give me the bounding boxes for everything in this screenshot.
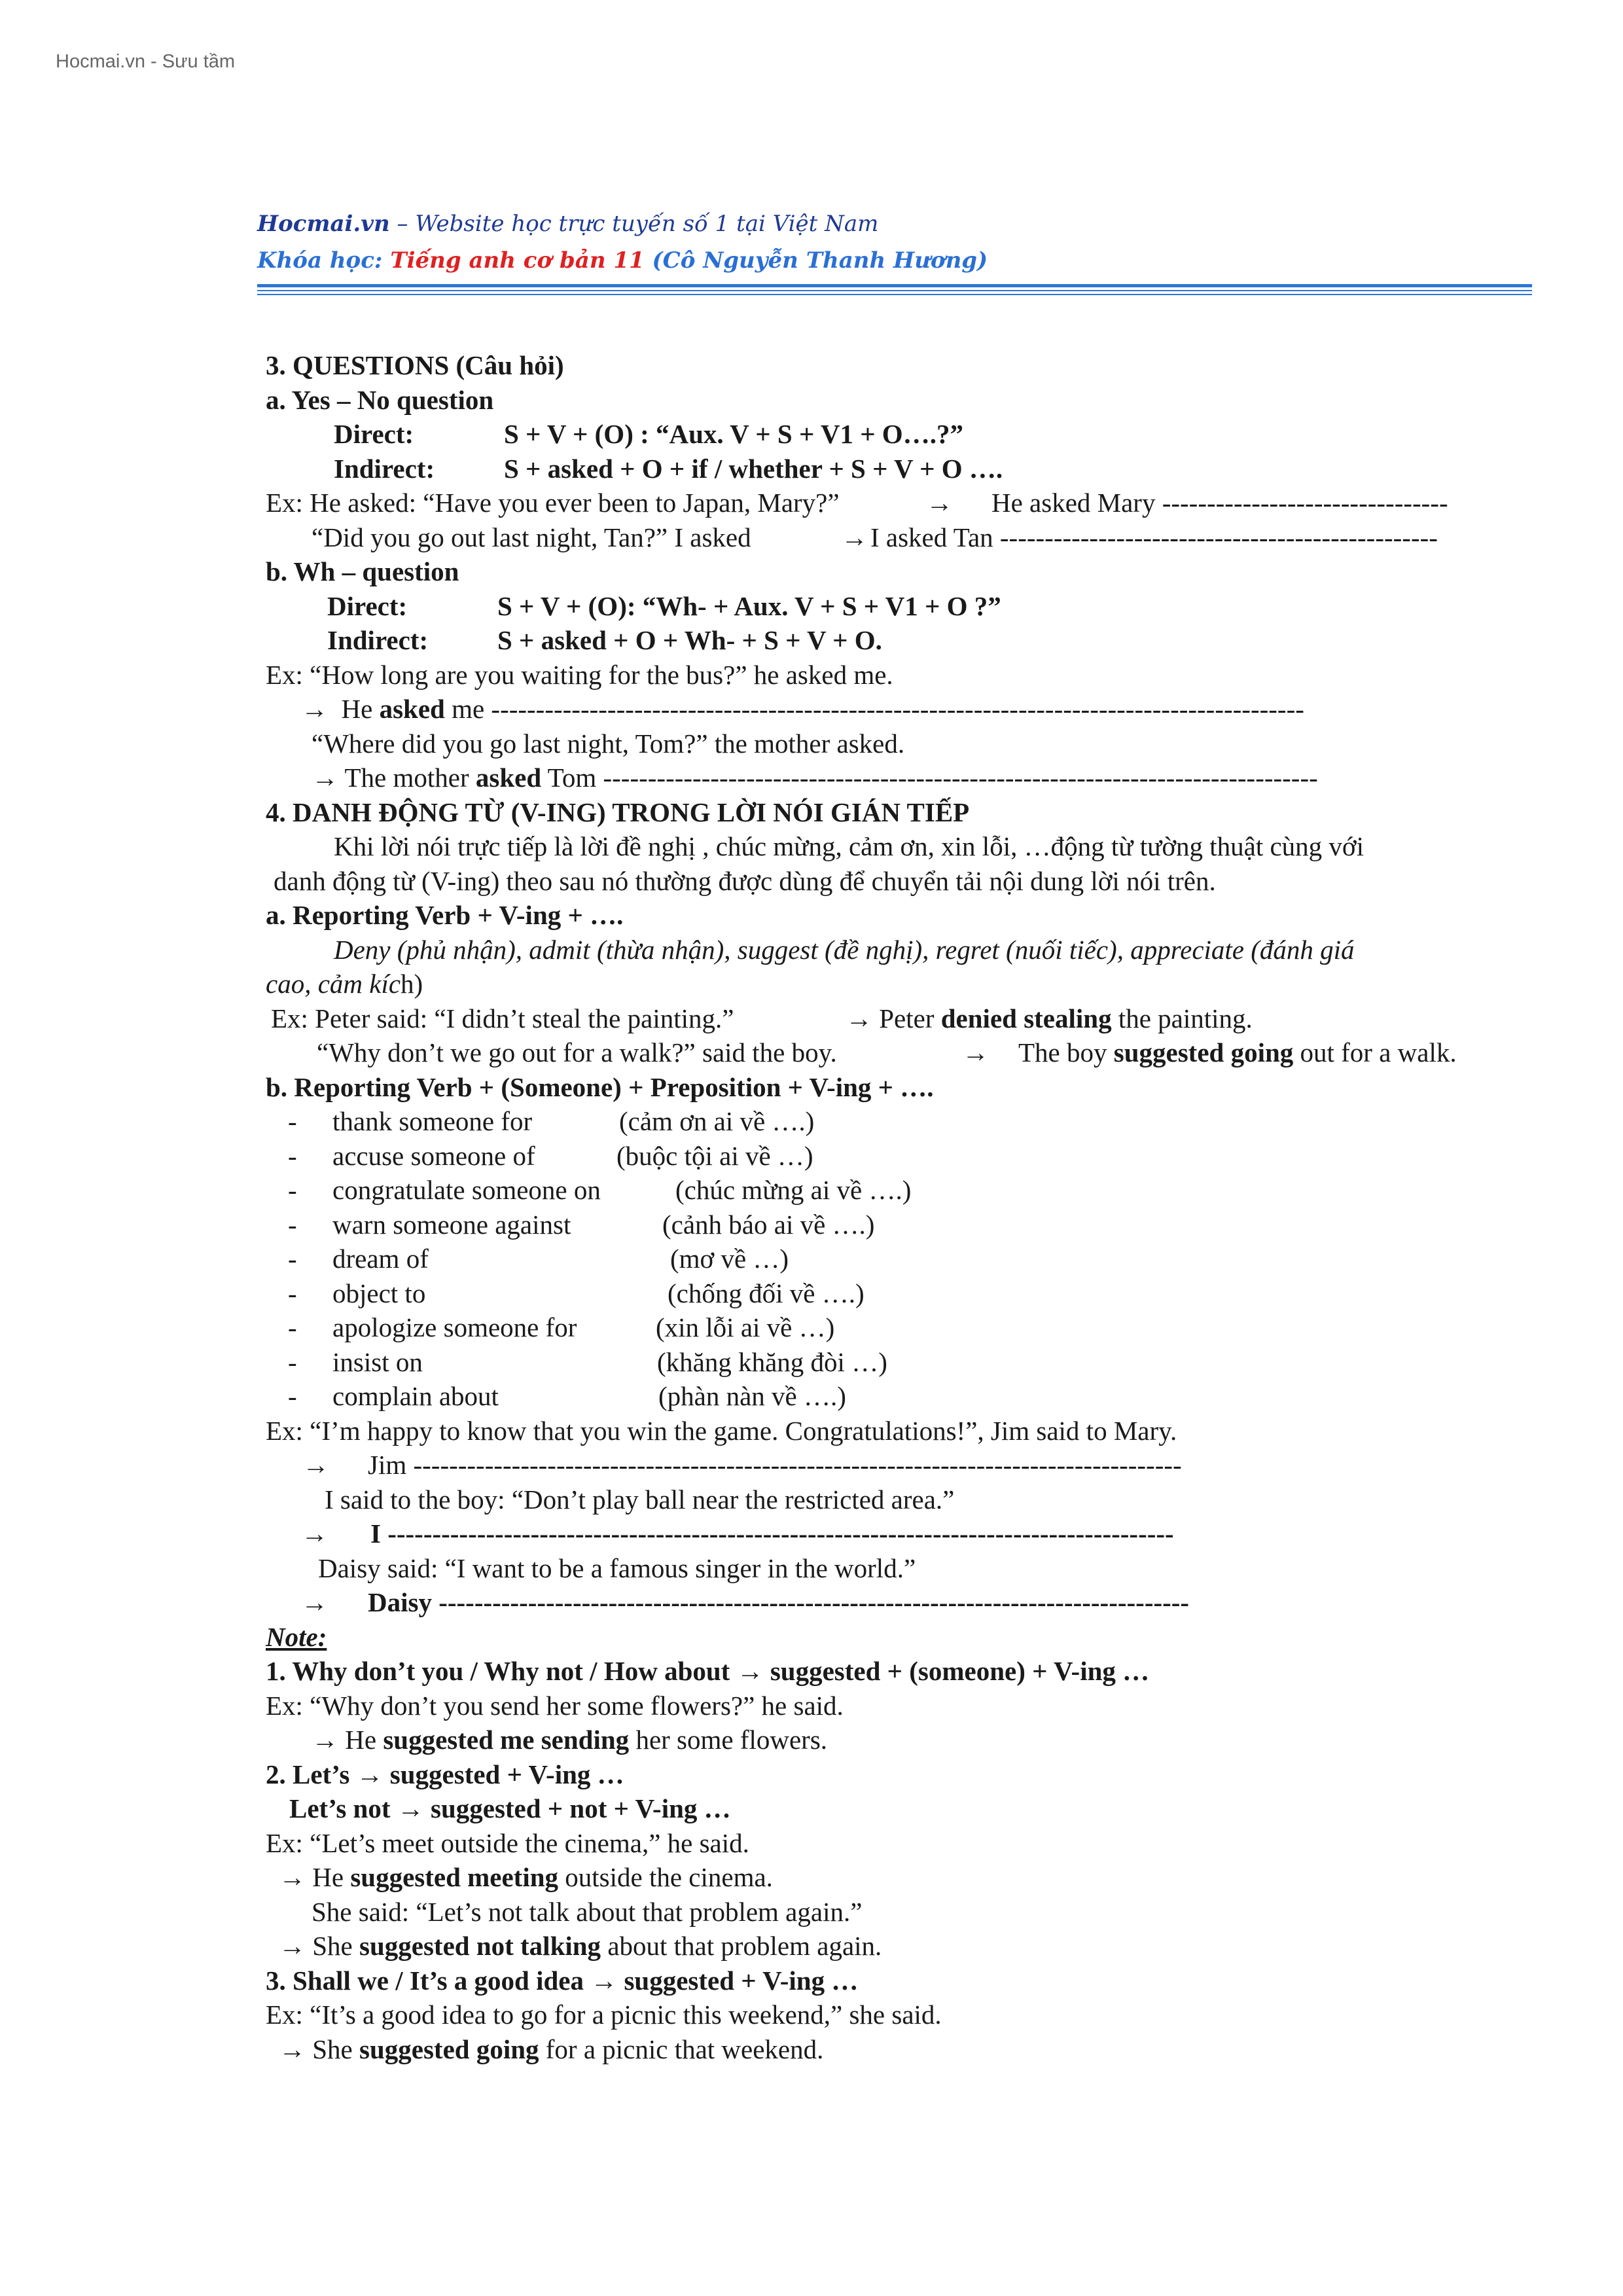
list-bullet: - xyxy=(288,1175,297,1205)
indirect-formula: S + asked + O + Wh- + S + V + O. xyxy=(497,625,882,655)
answer-prefix: She xyxy=(312,1931,359,1961)
answer-prefix: He xyxy=(345,1725,383,1755)
subsection-b-title: b. Wh – question xyxy=(266,556,459,586)
example-question: Ex: “I’m happy to know that you win the game. Congratulations!”, Jim said to Mary. xyxy=(266,1416,1177,1446)
answer-verb: suggested not talking xyxy=(359,1931,601,1961)
header-rule-thin-2 xyxy=(257,294,1532,295)
answer-prefix: He xyxy=(341,694,380,724)
answer-prefix: Peter xyxy=(879,1003,941,1033)
example-question: “Did you go out last night, Tan?” I asked xyxy=(312,522,751,552)
arrow-icon: → xyxy=(926,488,953,518)
answer-rest: for a picnic that weekend. xyxy=(539,2034,824,2064)
verb-list xyxy=(266,967,423,1000)
example-question: Ex: Peter said: “I didn’t steal the painting.” xyxy=(271,1003,734,1033)
verb-list: Deny (phủ nhận), admit (thừa nhận), suggest (đề nghị), regret (nuối tiếc), appreciate (đánh giá xyxy=(334,935,1355,965)
brand-name: Hocmai.vn xyxy=(257,211,390,237)
teacher: (Cô Nguyễn Thanh Hương) xyxy=(644,247,988,274)
verb-list-italic: cao, cảm kíc xyxy=(266,969,401,999)
indirect-label: Indirect: xyxy=(334,454,435,484)
example-question: Daisy said: “I want to be a famous singer in the world.” xyxy=(318,1553,916,1583)
answer-verb: suggested me sending xyxy=(383,1725,630,1755)
note-2-title: 2. Let’s → suggested + V-ing … xyxy=(266,1759,624,1789)
list-bullet: - xyxy=(288,1278,297,1308)
list-bullet: - xyxy=(288,1141,297,1171)
list-item-en: thank someone for xyxy=(332,1106,533,1136)
header-rule xyxy=(257,284,1532,287)
list-item-en: congratulate someone on xyxy=(332,1175,601,1205)
answer-rest: the painting. xyxy=(1111,1003,1253,1033)
watermark: Hocmai.vn - Sưu tầm xyxy=(56,51,236,72)
example-answer xyxy=(279,1861,773,1893)
answer-blank: me ------------------------------------------------------------------------------------------- xyxy=(444,694,1304,724)
list-item-vi: (chống đối về ….) xyxy=(668,1278,865,1308)
list-item-vi: (khăng khăng đòi …) xyxy=(657,1347,887,1377)
example-answer xyxy=(279,1929,882,1962)
answer-rest: about that problem again. xyxy=(601,1931,882,1961)
answer-rest: her some flowers. xyxy=(629,1725,828,1755)
arrow-icon: → xyxy=(302,1450,329,1480)
list-bullet: - xyxy=(288,1210,297,1240)
example-question: “Why don’t we go out for a walk?” said the boy. xyxy=(317,1037,837,1067)
list-bullet: - xyxy=(288,1244,297,1274)
example-answer xyxy=(846,1002,1253,1035)
example-answer xyxy=(1018,1036,1457,1069)
example-question: I said to the boy: “Don’t play ball near the restricted area.” xyxy=(325,1484,955,1515)
list-item-vi: (cảnh báo ai về ….) xyxy=(662,1210,875,1240)
list-item-vi: (mơ về …) xyxy=(670,1244,789,1274)
example-question: “Where did you go last night, Tom?” the mother asked. xyxy=(312,728,905,759)
list-item-vi: (cảm ơn ai về ….) xyxy=(619,1106,815,1136)
course-name: Tiếng anh cơ bản 11 xyxy=(390,247,645,274)
example-question: Ex: He asked: “Have you ever been to Japan, Mary?” xyxy=(266,488,840,518)
list-bullet: - xyxy=(288,1381,297,1411)
arrow-icon: → xyxy=(312,1725,338,1755)
note-1-title: 1. Why don’t you / Why not / How about → suggested + (someone) + V-ing … xyxy=(266,1656,1150,1686)
arrow-icon: → xyxy=(301,1518,328,1549)
list-bullet: - xyxy=(288,1347,297,1377)
course-prefix: Khóa học: xyxy=(257,247,391,274)
section4-intro: danh động từ (V-ing) theo sau nó thường được dùng để chuyển tải nội dung lời nói trên. xyxy=(274,866,1216,896)
example-question: Ex: “It’s a good idea to go for a picnic this weekend,” she said. xyxy=(266,2000,942,2030)
answer-prefix: The mother xyxy=(344,762,476,793)
note-3-title: 3. Shall we / It’s a good idea → suggested + V-ing … xyxy=(266,1965,859,1996)
direct-label: Direct: xyxy=(334,419,414,449)
list-item-en: insist on xyxy=(332,1347,423,1377)
answer-rest: outside the cinema. xyxy=(558,1862,773,1892)
example-answer xyxy=(312,1723,827,1756)
section4-title: 4. DANH ĐỘNG TỪ (V-ING) TRONG LỜI NÓI GIÁN TIẾP xyxy=(266,797,970,827)
list-item-en: complain about xyxy=(332,1381,499,1411)
answer-prefix: She xyxy=(312,2034,359,2064)
answer-prefix: The boy xyxy=(1018,1037,1114,1067)
list-item-vi: (xin lỗi ai về …) xyxy=(656,1312,835,1342)
list-item-vi: (chúc mừng ai về ….) xyxy=(675,1175,912,1205)
subsection-b-title: b. Reporting Verb + (Someone) + Preposition + V-ing + …. xyxy=(266,1072,934,1102)
arrow-icon: → xyxy=(846,1003,872,1033)
arrow-icon: → xyxy=(279,1931,306,1961)
subsection-a-title: a. Yes – No question xyxy=(266,385,494,415)
list-item-en: object to xyxy=(332,1278,426,1308)
answer-prefix: He xyxy=(312,1862,351,1892)
header-rule-thin xyxy=(257,290,1532,291)
direct-formula: S + V + (O): “Wh- + Aux. V + S + V1 + O ?” xyxy=(497,591,1001,621)
answer-blank: Tom -------------------------------------------------------------------------------- xyxy=(541,762,1318,793)
list-item-en: warn someone against xyxy=(332,1210,571,1240)
list-item-en: apologize someone for xyxy=(332,1312,577,1342)
note-label: Note: xyxy=(266,1622,327,1652)
arrow-icon: → xyxy=(279,1862,306,1892)
arrow-icon: → xyxy=(301,694,328,724)
indirect-formula: S + asked + O + if / whether + S + V + O …. xyxy=(504,454,1003,484)
list-bullet: - xyxy=(288,1106,297,1136)
list-bullet: - xyxy=(288,1312,297,1342)
verb-list-end: h) xyxy=(401,969,423,999)
example-question: Ex: “Let’s meet outside the cinema,” he said. xyxy=(266,1828,749,1858)
example-question: Ex: “Why don’t you send her some flowers?” he said. xyxy=(266,1691,844,1721)
example-answer-blank xyxy=(312,761,1318,794)
tagline: – Website học trực tuyến số 1 tại Việt Nam xyxy=(389,211,879,237)
list-item-vi: (buộc tội ai về …) xyxy=(616,1141,813,1171)
arrow-icon: → xyxy=(279,2034,306,2064)
arrow-icon: → xyxy=(962,1037,989,1067)
example-answer-blank: He asked Mary -------------------------------- xyxy=(991,488,1448,518)
answer-verb: asked xyxy=(475,762,542,793)
direct-label: Direct: xyxy=(327,591,408,621)
example-answer xyxy=(279,2033,823,2066)
example-answer-blank: I asked Tan ------------------------------------------------- xyxy=(870,522,1438,552)
list-item-vi: (phàn nàn về ….) xyxy=(658,1381,846,1411)
answer-verb: suggested going xyxy=(359,2034,539,2064)
answer-verb: suggested meeting xyxy=(350,1862,559,1892)
header-course-line xyxy=(257,247,988,274)
example-answer-blank: Daisy ------------------------------------------------------------------------------------ xyxy=(368,1587,1190,1617)
header-site-line xyxy=(257,211,878,237)
answer-rest: out for a walk. xyxy=(1293,1037,1457,1067)
section4-intro: Khi lời nói trực tiếp là lời đề nghị , chúc mừng, cảm ơn, xin lỗi, …động từ tường thuật cùng với xyxy=(334,831,1364,861)
note-2-title-b: Let’s not → suggested + not + V-ing … xyxy=(289,1793,731,1823)
example-question: She said: “Let’s not talk about that problem again.” xyxy=(312,1897,863,1927)
answer-verb: denied stealing xyxy=(940,1003,1112,1033)
subsection-a-title: a. Reporting Verb + V-ing + …. xyxy=(266,900,624,930)
example-answer-blank: Jim -------------------------------------------------------------------------------------- xyxy=(368,1450,1182,1480)
section3-title: 3. QUESTIONS (Câu hỏi) xyxy=(266,350,564,380)
direct-formula: S + V + (O) : “Aux. V + S + V1 + O….?” xyxy=(504,419,963,449)
arrow-icon: → xyxy=(301,1587,328,1617)
arrow-icon: → xyxy=(841,522,868,552)
example-answer-blank xyxy=(301,692,1304,725)
answer-verb: suggested going xyxy=(1113,1037,1294,1067)
list-item-en: accuse someone of xyxy=(332,1141,535,1171)
example-answer-blank: I ---------------------------------------------------------------------------------------- xyxy=(370,1518,1174,1549)
arrow-icon: → xyxy=(312,762,338,793)
answer-verb: asked xyxy=(379,694,445,724)
list-item-en: dream of xyxy=(332,1244,429,1274)
indirect-label: Indirect: xyxy=(327,625,429,655)
example-question: Ex: “How long are you waiting for the bus?” he asked me. xyxy=(266,660,893,690)
